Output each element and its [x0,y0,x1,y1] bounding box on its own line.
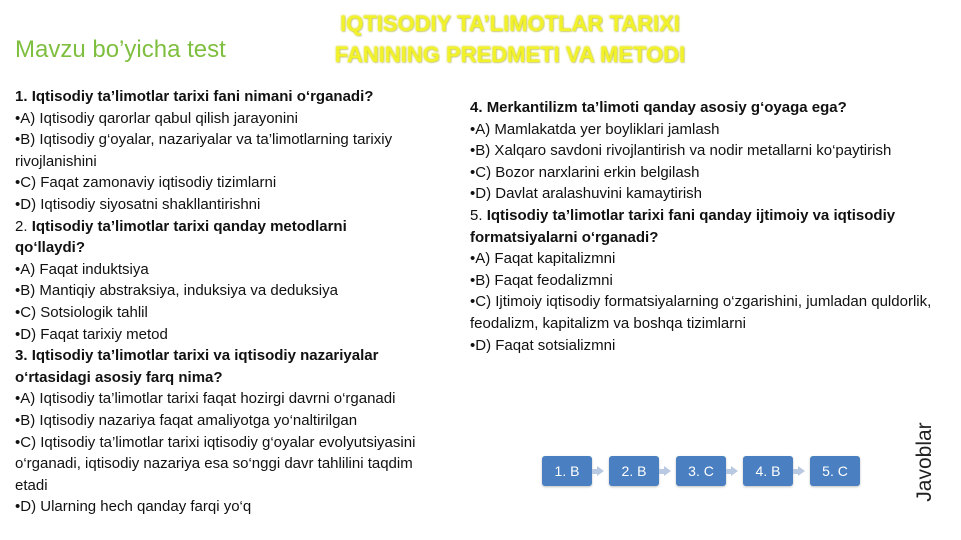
option-5d: • D) Faqat sotsializmni [470,335,940,357]
option-5a: • A) Faqat kapitalizmni [470,248,940,270]
answers-flow [542,455,860,487]
option-2d: • D) Faqat tarixiy metod [15,324,420,346]
answer-box-2: 2. B [609,456,659,486]
answer-box-4: 4. B [743,456,793,486]
answer-box-1: 1. B [542,456,592,486]
option-1b: • B) Iqtisodiy g‘oyalar, nazariyalar va ta’limotlarning tarixiy rivojlanishini [15,129,420,172]
question-3: 3. Iqtisodiy ta’limotlar tarixi va iqtisodiy nazariyalar o‘rtasidagi asosiy farq nima? [15,347,379,386]
answers-label [905,412,945,512]
answer-box-3: 3. C [676,456,726,486]
questions-right-column [470,97,940,356]
option-5c: • C) Ijtimoiy iqtisodiy formatsiyalarning o‘zgarishini, jumladan quldorlik, feodalizm, kapitalizm va boshqa tizimlarni [470,291,940,334]
option-2c: • C) Sotsiologik tahlil [15,302,420,324]
option-2a: • A) Faqat induktsiya [15,259,420,281]
arrow-right-icon [592,456,609,486]
question-5: 5. Iqtisodiy ta’limotlar tarixi fani qanday ijtimoiy va iqtisodiy formatsiyalarni o‘rganadi? [470,206,896,246]
option-3d: • D) Ularning hech qanday farqi yo‘q [15,496,420,518]
arrow-right-icon [793,456,810,486]
slide-subtitle: Mavzu bo’yicha test [15,36,226,63]
option-1d: • D) Iqtisodiy siyosatni shakllantirishni [15,194,420,216]
answer-box-5: 5. C [810,456,860,486]
slide-title [300,8,720,70]
option-3a: • A) Iqtisodiy ta’limotlar tarixi faqat hozirgi davrni o‘rganadi [15,388,420,410]
option-4d: • D) Davlat aralashuvini kamaytirish [470,183,940,205]
answers-label-text: Javoblar [913,422,936,502]
question-2: 2. Iqtisodiy ta’limotlar tarixi qanday metodlarni qo‘llaydi? [15,217,347,257]
option-4b: • B) Xalqaro savdoni rivojlantirish va nodir metallarni ko‘paytirish [470,140,940,162]
option-5b: • B) Faqat feodalizmni [470,270,940,292]
option-1a: • A) Iqtisodiy qarorlar qabul qilish jarayonini [15,108,420,130]
option-2b: • B) Mantiqiy abstraksiya, induksiya va deduksiya [15,280,420,302]
option-3c: • C) Iqtisodiy ta’limotlar tarixi iqtisodiy g‘oyalar evolyutsiyasini o‘rganadi, iqtisodiy nazariya esa so‘nggi davr tahlilini taqdim etadi [15,432,420,497]
option-1c: • C) Faqat zamonaviy iqtisodiy tizimlarni [15,172,420,194]
option-4a: • A) Mamlakatda yer boyliklari jamlash [470,119,940,141]
arrow-right-icon [659,456,676,486]
arrow-right-icon [726,456,743,486]
questions-left-column [15,86,420,518]
title-line-1: IQTISODIY TA’LIMOTLAR TARIXI [340,11,680,36]
option-4c: • C) Bozor narxlarini erkin belgilash [470,162,940,184]
title-line-2: FANINING PREDMETI VA METODI [334,42,686,67]
question-1: 1. Iqtisodiy ta’limotlar tarixi fani nimani o‘rganadi? [15,88,374,105]
option-3b: • B) Iqtisodiy nazariya faqat amaliyotga yo‘naltirilgan [15,410,420,432]
question-4: 4. Merkantilizm ta’limoti qanday asosiy g‘oyaga ega? [470,99,847,116]
